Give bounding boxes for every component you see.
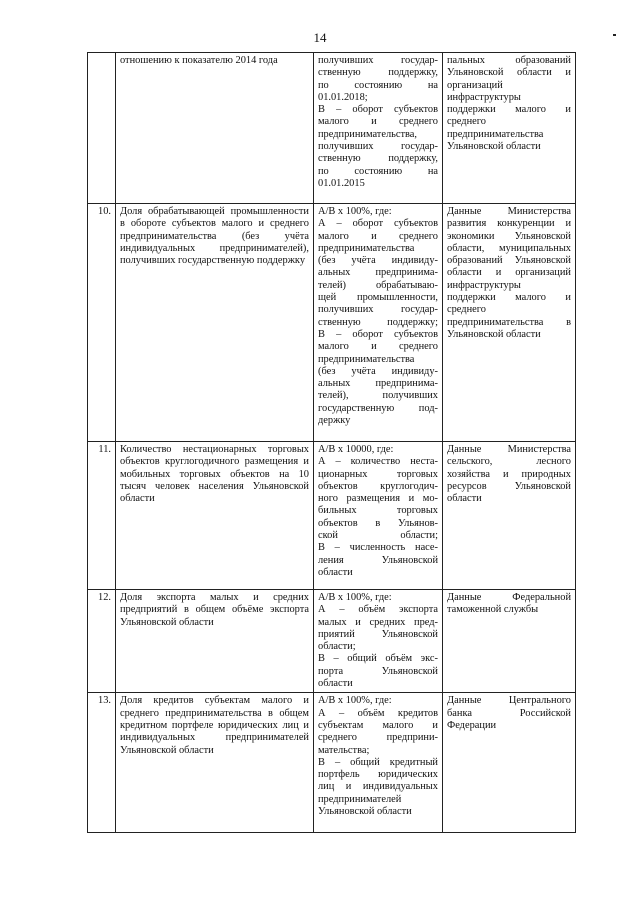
formula-line: по состоянию на xyxy=(318,79,438,91)
calculation-formula xyxy=(314,53,443,204)
formula-line: мательства; xyxy=(318,744,370,756)
formula-line: В – численность насе- xyxy=(318,542,438,554)
row-number: 10. xyxy=(88,204,116,442)
formula-line: предпринимателей xyxy=(318,793,402,805)
calculation-formula xyxy=(314,693,443,833)
formula-line: предпринимательства xyxy=(318,353,415,365)
formula-line: ской области; xyxy=(318,530,438,542)
formula-line: приятий Ульяновской xyxy=(318,628,438,640)
row-number xyxy=(88,53,116,204)
formula-line: ного размещения и мо- xyxy=(318,493,438,505)
formula-line: малого и среднего xyxy=(318,341,438,353)
formula-line: В – общий объём экс- xyxy=(318,653,438,665)
formula-line: лиц и индивидуальных xyxy=(318,781,438,793)
indicator-name: Количество нестационарных торговых объектов круглогодичного размещения и мобильных торговых объектов на 10 тысяч человек населения Ульяновской области xyxy=(116,442,314,590)
calculation-formula xyxy=(314,204,443,442)
formula-line: получивших государ- xyxy=(318,141,438,153)
table-row xyxy=(88,204,576,442)
indicator-name: Доля обрабатывающей промышленности в обороте субъектов малого и среднего предпринимательства (без учёта индивидуальных предпринимателей), получивших государственную поддержку xyxy=(116,204,314,442)
formula-line: объектов в Ульянов- xyxy=(318,517,438,529)
formula-line: по состоянию на xyxy=(318,165,438,177)
formula-line: телей), получивших xyxy=(318,390,438,402)
formula-line: предпринимательства, xyxy=(318,128,418,140)
calculation-formula xyxy=(314,442,443,590)
formula-line: ственную поддержку, xyxy=(318,67,438,79)
formula-line: А/В х 100%, где: xyxy=(318,695,392,707)
formula-line: А – объём кредитов xyxy=(318,707,438,719)
formula-line: А/В х 100%, где: xyxy=(318,206,392,217)
formula-line: государственную под- xyxy=(318,402,438,414)
formula-line: ционарных торговых xyxy=(318,468,438,480)
formula-line: предпринимательства xyxy=(318,242,415,254)
formula-line: получивших государ- xyxy=(318,55,438,66)
formula-line: 01.01.2015 xyxy=(318,177,365,189)
formula-line: А – оборот субъектов xyxy=(318,218,438,230)
formula-line: области xyxy=(318,678,353,690)
data-source: Данные Министерства сельского, лесного хозяйства и природных ресурсов Ульяновской области xyxy=(443,442,576,590)
formula-line: А – объём экспорта xyxy=(318,604,438,616)
formula-line: бильных торговых xyxy=(318,505,438,517)
formula-line: ственную поддержку, xyxy=(318,153,438,165)
formula-line: А/В х 100%, где: xyxy=(318,592,392,603)
formula-line: (без учёта индивиду- xyxy=(318,365,438,377)
formula-line: порта Ульяновской xyxy=(318,665,438,677)
formula-line: А – количество неста- xyxy=(318,456,438,468)
formula-line: щей промышленности, xyxy=(318,292,438,304)
formula-line: портфель юридических xyxy=(318,769,438,781)
table-row xyxy=(88,590,576,693)
indicator-name: отношению к показателю 2014 года xyxy=(116,53,314,204)
formula-line: 01.01.2018; xyxy=(318,91,368,103)
formula-line: держку xyxy=(318,415,351,427)
data-source: Данные Федеральной таможенной службы xyxy=(443,590,576,693)
formula-line: (без учёта индивиду- xyxy=(318,255,438,267)
formula-line: альных предпринима- xyxy=(318,267,438,279)
formula-line: телей) обрабатываю- xyxy=(318,279,438,291)
formula-line: ления Ульяновской xyxy=(318,554,438,566)
formula-line: малого и среднего xyxy=(318,116,438,128)
indicator-name: Доля кредитов субъектам малого и среднего предпринимательства в общем кредитном портфеле юридических лиц и индивидуальных предпринимателей Ульяновской области xyxy=(116,693,314,833)
row-number: 13. xyxy=(88,693,116,833)
formula-line: среднего предприни- xyxy=(318,732,438,744)
formula-line: объектов круглогодич- xyxy=(318,480,438,492)
scan-speck xyxy=(613,34,616,36)
table-row xyxy=(88,53,576,204)
formula-line: альных предпринима- xyxy=(318,378,438,390)
formula-line: малого и среднего xyxy=(318,230,438,242)
row-number: 11. xyxy=(88,442,116,590)
calculation-formula xyxy=(314,590,443,693)
row-number: 12. xyxy=(88,590,116,693)
formula-line: В – оборот субъектов xyxy=(318,104,438,116)
indicators-table xyxy=(87,52,576,833)
data-source: Данные Министерства развития конкуренции и экономики Ульяновской области, муниципальных образований Ульяновской области и организаций инфраструктуры поддержки малого и среднего предпринимательства в Ульяновской области xyxy=(443,204,576,442)
table-row xyxy=(88,693,576,833)
indicator-name: Доля экспорта малых и средних предприятий в общем объёме экспорта Ульяновской области xyxy=(116,590,314,693)
formula-line: Ульяновской области xyxy=(318,806,412,818)
data-source: Данные Центрального банка Российской Федерации xyxy=(443,693,576,833)
formula-line: В – оборот субъектов xyxy=(318,328,438,340)
formula-line: получивших государ- xyxy=(318,304,438,316)
data-source: пальных образований Ульяновской области и организаций инфраструктуры поддержки малого и среднего предпринимательства Ульяновской области xyxy=(443,53,576,204)
table-row xyxy=(88,442,576,590)
formula-line: субъектам малого и xyxy=(318,719,438,731)
page-number: 14 xyxy=(313,30,327,45)
formula-line: малых и средних пред- xyxy=(318,616,438,628)
formula-line: В – общий кредитный xyxy=(318,756,438,768)
formula-line: области xyxy=(318,566,353,578)
formula-line: А/В х 10000, где: xyxy=(318,444,394,455)
formula-line: ственную поддержку; xyxy=(318,316,438,328)
formula-line: области; xyxy=(318,641,356,653)
